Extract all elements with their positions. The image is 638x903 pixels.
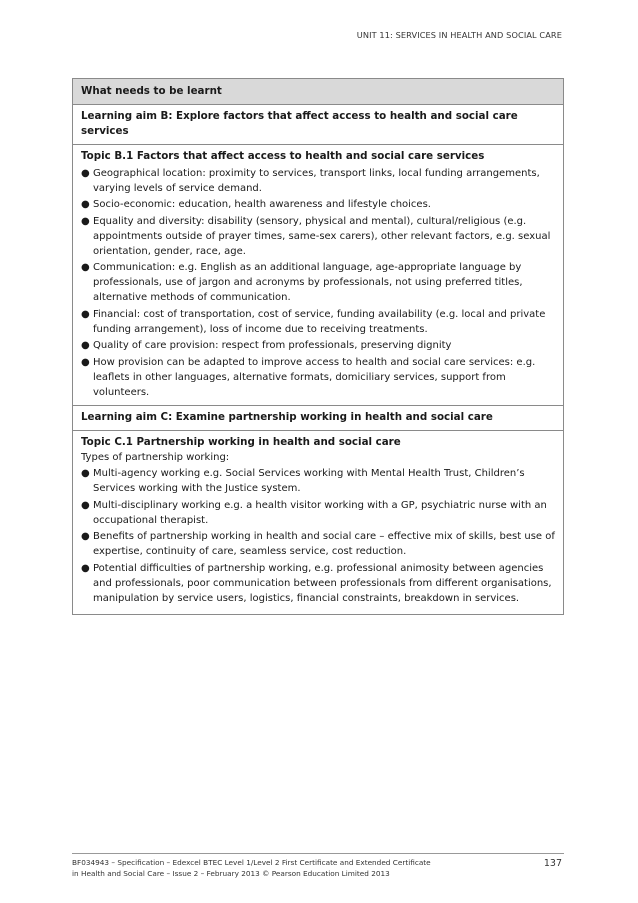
footer-divider <box>72 853 564 854</box>
topic-c1-title: Topic C.1 Partnership working in health and social care <box>81 435 401 448</box>
page-number: 137 <box>543 858 562 869</box>
header-text: S <box>395 30 401 40</box>
topic-b1-list <box>81 166 555 400</box>
bullet-item <box>81 498 555 528</box>
bullet-item <box>81 338 555 353</box>
bullet-icon: ● <box>81 356 90 368</box>
header-text: S <box>506 30 512 40</box>
bullet-text: Potential difficulties of partnership working, e.g. professional animosity between agencies and professionals, poor communication between professionals from different organisations, manipulation by service users, logistics, financial constraints, breakdown in services. <box>93 562 552 604</box>
bullet-icon: ● <box>81 308 90 320</box>
header-text: EALTH AND <box>456 30 507 40</box>
footer-line-2: in Health and Social Care – Issue 2 – February 2013 © Pearson Education Limited 2013 <box>72 868 390 878</box>
bullet-item <box>81 214 555 259</box>
learning-aim-c: Learning aim C: Examine partnership working in health and social care <box>81 410 493 423</box>
running-header <box>357 30 562 40</box>
bullet-item <box>81 466 555 496</box>
bullet-text: Quality of care provision: respect from professionals, preserving dignity <box>93 340 452 351</box>
bullet-icon: ● <box>81 262 90 273</box>
bullet-icon: ● <box>81 215 90 227</box>
bullet-text: Equality and diversity: disability (sensory, physical and mental), cultural/religious (e.g. appointments outside of prayer times, same-sex carers), other relevant factors, e.g. sexual orientation, gender, race, age. <box>93 215 551 257</box>
bullet-item <box>81 197 555 212</box>
bullet-text: Multi-disciplinary working e.g. a health visitor working with a GP, psychiatric nurse with an occupational therapist. <box>93 499 547 526</box>
topic-b1-title: Topic B.1 Factors that affect access to health and social care services <box>81 150 485 162</box>
header-text: ERVICES IN <box>400 30 451 40</box>
topic-c1-list <box>81 466 555 606</box>
bullet-text: How provision can be adapted to improve access to health and social care services: e.g. leaflets in other languages, alternative formats, domiciliary services, support from volunteers. <box>93 356 536 398</box>
header-text: H <box>450 30 457 40</box>
bullet-text: Communication: e.g. English as an additional language, age-appropriate language by professionals, use of jargon and acronyms by professionals, not using preferred titles, alternative methods of communication. <box>93 262 523 303</box>
content-table <box>72 78 564 615</box>
header-text: NIT 11: <box>362 30 396 40</box>
bullet-text: Socio-economic: education, health awareness and lifestyle choices. <box>93 199 431 210</box>
bullet-item <box>81 561 555 606</box>
learning-aim-c-row <box>73 405 563 430</box>
bullet-item <box>81 307 555 337</box>
learning-aim-b-row <box>73 104 563 144</box>
header-text: OCIAL <box>511 30 540 40</box>
bullet-icon: ● <box>81 562 90 574</box>
bullet-item <box>81 355 555 400</box>
bullet-text: Geographical location: proximity to services, transport links, local funding arrangements, varying levels of service demand. <box>93 167 540 194</box>
bullet-text: Benefits of partnership working in health and social care – effective mix of skills, best use of expertise, continuity of care, seamless service, cost reduction. <box>93 531 555 557</box>
bullet-item <box>81 260 555 305</box>
bullet-icon: ● <box>81 468 90 479</box>
table-heading: What needs to be learnt <box>81 85 222 97</box>
bullet-text: Multi-agency working e.g. Social Services working with Mental Health Trust, Children’s Services working with the Justice system. <box>93 468 525 494</box>
footer <box>72 858 431 879</box>
learning-aim-b: Learning aim B: Explore factors that affect access to health and social care services <box>81 110 518 137</box>
bullet-icon: ● <box>81 499 90 511</box>
bullet-item <box>81 166 555 196</box>
bullet-icon: ● <box>81 531 90 542</box>
bullet-icon: ● <box>81 340 90 351</box>
table-heading-row <box>73 79 563 104</box>
topic-c1-intro: Types of partnership working: <box>81 451 230 463</box>
header-text: U <box>356 30 363 40</box>
header-text: ARE <box>545 30 562 40</box>
bullet-item <box>81 529 555 559</box>
bullet-text: Financial: cost of transportation, cost of service, funding availability (e.g. local and private funding arrangement), loss of income due to receiving treatments. <box>93 308 546 335</box>
header-text: C <box>539 30 546 40</box>
bullet-icon: ● <box>81 199 90 210</box>
footer-line-1: BF034943 – Specification – Edexcel BTEC Level 1/Level 2 First Certificate and Extended Certificate <box>72 858 431 867</box>
bullet-icon: ● <box>81 167 90 179</box>
topic-b1-row <box>73 144 563 405</box>
topic-c1-row <box>73 430 563 614</box>
